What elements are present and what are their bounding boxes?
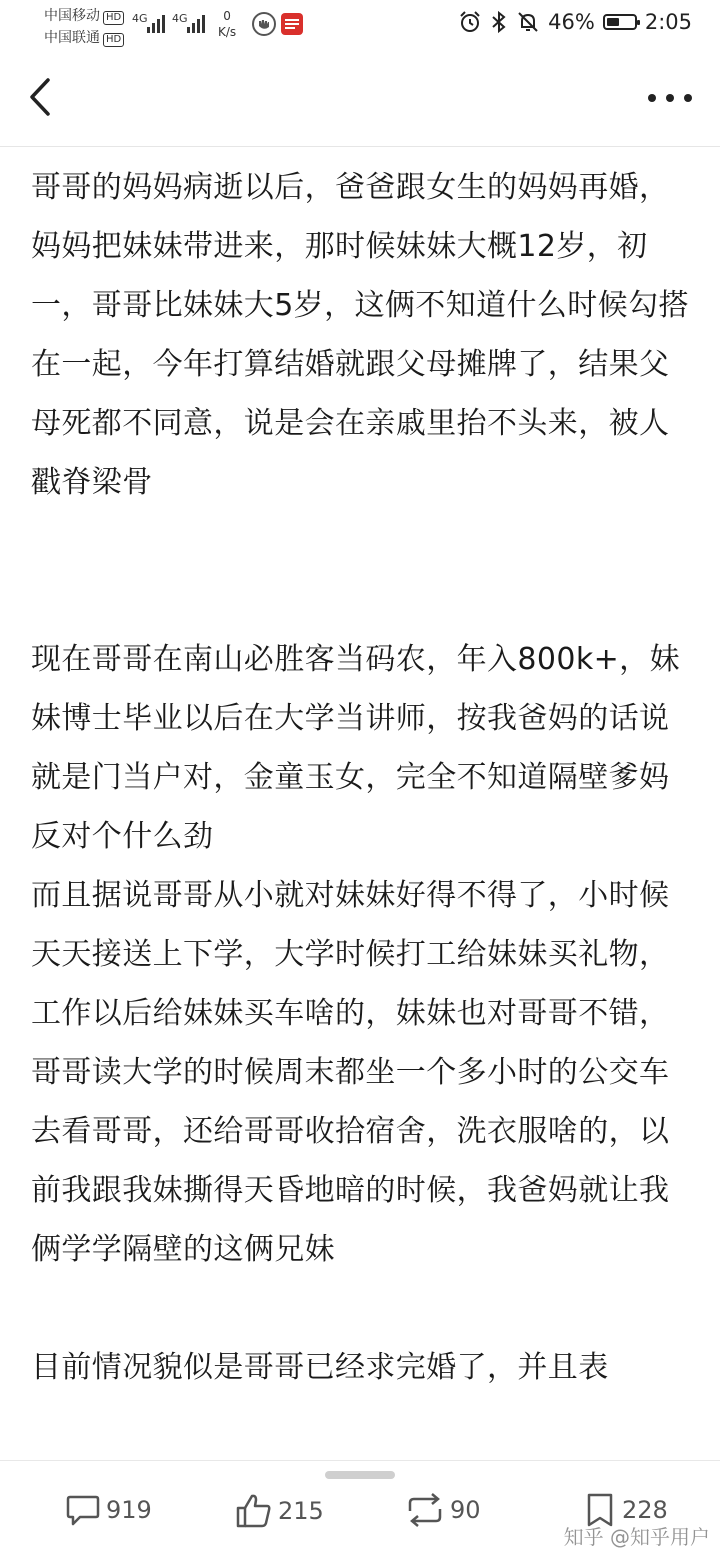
hd-badge: HD <box>103 11 124 25</box>
favorite-count: 228 <box>622 1496 668 1524</box>
status-right <box>458 10 692 34</box>
battery-percent: 46% <box>548 10 595 34</box>
signal-icon <box>186 12 208 34</box>
news-app-icon <box>280 12 304 36</box>
back-arrow-icon[interactable] <box>22 72 62 122</box>
comment-button[interactable] <box>64 1491 152 1529</box>
more-options-icon[interactable] <box>640 80 700 116</box>
status-bar <box>0 0 720 52</box>
hd-badge: HD <box>103 33 124 47</box>
like-button[interactable] <box>234 1491 324 1531</box>
article-paragraph: 而且据说哥哥从小就对妹妹好得不得了，小时候天天接送上下学，大学时候打工给妹妹买礼物，工作以后给妹妹买车啥的，妹妹也对哥哥不错，哥哥读大学的时候周末都坐一个多小时的公交车去看哥哥，还给哥哥收拾宿舍，洗衣服啥的，以前我跟我妹撕得天昏地暗的时候，我爸妈就让我俩学学隔壁的这俩兄妹 <box>31 878 670 1267</box>
battery-fill <box>607 18 619 26</box>
top-nav-bar <box>0 52 720 147</box>
network-speed-unit: K/s <box>218 25 237 39</box>
thumbs-up-icon <box>234 1491 274 1531</box>
drag-handle[interactable] <box>325 1471 395 1479</box>
article-paragraph: 现在哥哥在南山必胜客当码农，年入800k+，妹妹博士毕业以后在大学当讲师，按我爸妈的话说就是门当户对，金童玉女，完全不知道隔壁爹妈反对个什么劲 <box>31 642 680 854</box>
network-speed <box>218 8 236 40</box>
repost-icon <box>404 1491 446 1529</box>
alarm-icon <box>458 10 482 34</box>
carrier-2 <box>44 27 124 47</box>
carrier-1 <box>44 5 124 25</box>
article-paragraph: 哥哥的妈妈病逝以后，爸爸跟女生的妈妈再婚，妈妈把妹妹带进来，那时候妹妹大概12岁，初一，哥哥比妹妹大5岁，这俩不知道什么时候勾搭在一起，今年打算结婚就跟父母摊牌了，结果父母死都不同意，说是会在亲戚里抬不头来，被人戳脊梁骨 <box>31 170 689 500</box>
carrier-1-label: 中国移动 <box>44 8 100 24</box>
bottom-action-bar <box>0 1460 720 1561</box>
bluetooth-icon <box>490 10 508 34</box>
zhihu-watermark: 知乎 @知乎用户 <box>563 1525 710 1549</box>
signal-icon <box>146 12 168 34</box>
comment-count: 919 <box>106 1496 152 1524</box>
network-speed-value: 0 <box>223 9 231 23</box>
repost-count: 90 <box>450 1496 481 1524</box>
article-content <box>0 146 720 1460</box>
like-count: 215 <box>278 1497 324 1525</box>
shield-app-icon <box>252 12 276 36</box>
comment-icon <box>64 1491 102 1529</box>
network-type-1: 4G <box>132 12 148 25</box>
article-paragraph: 目前情况貌似是哥哥已经求完婚了，并且表 <box>31 1350 609 1385</box>
mute-bell-icon <box>516 10 540 34</box>
clock: 2:05 <box>644 10 692 34</box>
battery-icon <box>603 14 637 30</box>
repost-button[interactable] <box>404 1491 481 1529</box>
carrier-2-label: 中国联通 <box>44 30 100 46</box>
network-type-2: 4G <box>172 12 188 25</box>
